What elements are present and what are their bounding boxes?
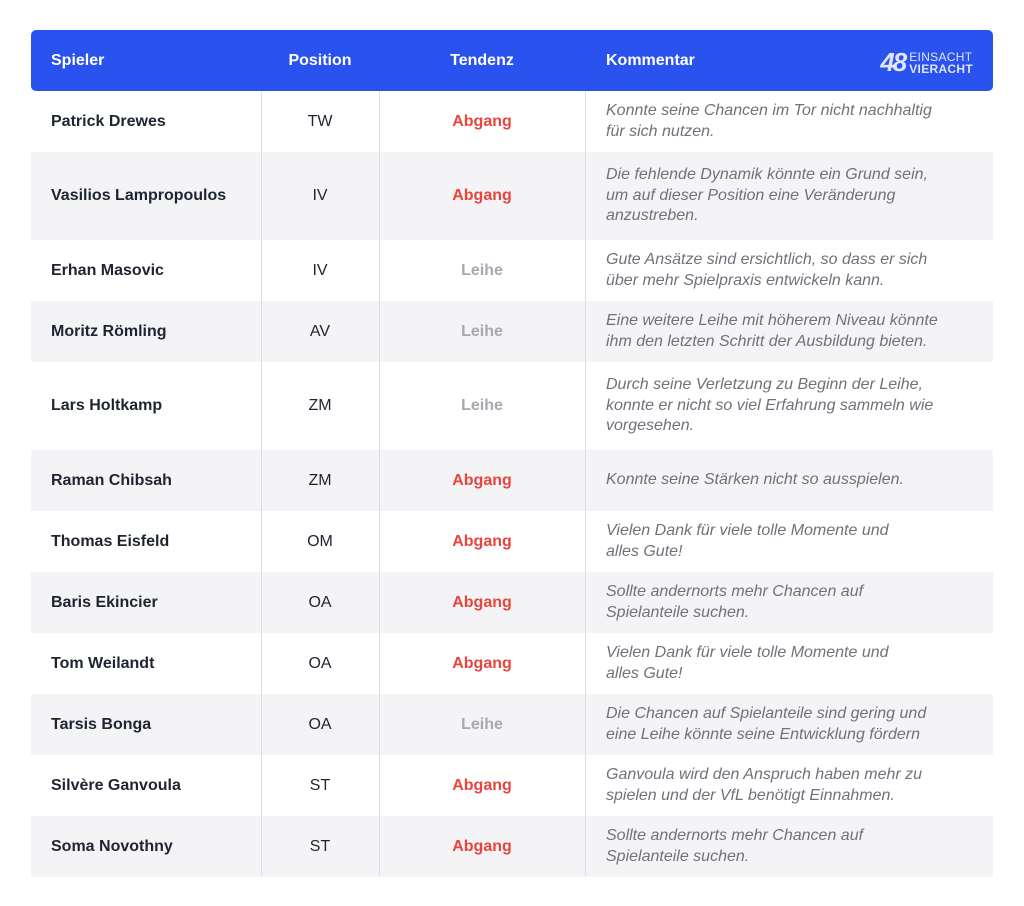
player-tendency: Abgang: [452, 112, 512, 130]
comment-line: ihm den letzten Schritt der Ausbildung bieten.: [606, 332, 928, 350]
player-tendency: Abgang: [452, 532, 512, 550]
player-position: AV: [309, 322, 331, 340]
player-position: OA: [308, 715, 332, 733]
table-row: [31, 633, 993, 694]
player-position: TW: [307, 112, 333, 130]
comment-line: konnte er nicht so viel Erfahrung sammeln wie: [606, 396, 934, 414]
player-position: ST: [309, 776, 331, 794]
brand-logo: [880, 47, 973, 78]
comment-line: vorgesehen.: [606, 417, 695, 435]
header-position: Position: [288, 51, 352, 69]
player-position: ST: [309, 837, 331, 855]
table-row: [31, 301, 993, 362]
comment-line: Sollte andernorts mehr Chancen auf: [606, 827, 864, 844]
player-comment: [585, 101, 993, 142]
player-comment: [585, 165, 993, 227]
table-row: [31, 816, 993, 877]
player-name: Tom Weilandt: [51, 654, 155, 672]
table-row: [31, 91, 993, 152]
player-comment: [585, 311, 993, 352]
comment-line: um auf dieser Position eine Veränderung: [606, 186, 896, 204]
table-row: [31, 152, 993, 240]
table-row: [31, 572, 993, 633]
player-name: Thomas Eisfeld: [51, 532, 170, 550]
comment-line: Konnte seine Chancen im Tor nicht nachhaltig: [606, 102, 932, 119]
player-position: IV: [312, 261, 328, 279]
column-divider: [261, 91, 262, 876]
player-comment: [585, 470, 993, 491]
comment-line: Gute Ansätze sind ersichtlich, so dass er sich: [606, 251, 928, 268]
table-row: [31, 511, 993, 572]
comment-line: Die Chancen auf Spielanteile sind gering und: [606, 705, 927, 722]
table-row: [31, 694, 993, 755]
table-body: [31, 91, 993, 877]
player-position: OA: [308, 593, 332, 611]
header-player: Spieler: [51, 51, 105, 69]
player-tendency: Leihe: [461, 397, 503, 414]
header-tendency: Tendenz: [450, 51, 514, 69]
player-tendency: Leihe: [461, 715, 503, 733]
logo-number: 48: [880, 47, 906, 77]
comment-line: Sollte andernorts mehr Chancen auf: [606, 583, 864, 600]
player-tendency: Abgang: [452, 837, 512, 855]
player-tendency: Abgang: [452, 776, 512, 794]
player-name: Raman Chibsah: [51, 471, 172, 489]
player-name: Lars Holtkamp: [51, 397, 163, 414]
logo-line1: EINSACHT: [909, 49, 973, 64]
table-row: [31, 240, 993, 301]
column-divider: [379, 91, 380, 876]
player-name: Patrick Drewes: [51, 112, 166, 130]
comment-line: Die fehlende Dynamik könnte ein Grund sein,: [606, 166, 928, 184]
player-position: ZM: [308, 397, 332, 414]
comment-line: Spielanteile suchen.: [606, 847, 750, 865]
comment-line: spielen und der VfL benötigt Einnahmen.: [606, 786, 895, 804]
player-name: Tarsis Bonga: [51, 715, 152, 733]
player-tendency: Leihe: [461, 261, 503, 279]
player-comment: [585, 521, 993, 562]
player-name: Silvère Ganvoula: [51, 776, 181, 794]
comment-line: für sich nutzen.: [606, 122, 715, 140]
header-comment: Kommentar: [606, 51, 695, 69]
comment-line: alles Gute!: [606, 664, 683, 682]
player-comment: [585, 826, 993, 867]
player-tendency: Abgang: [452, 187, 512, 204]
player-tendency: Abgang: [452, 593, 512, 611]
player-comment: [585, 765, 993, 806]
comment-line: Konnte seine Stärken nicht so ausspielen.: [606, 471, 904, 489]
player-comment: [585, 375, 993, 437]
comment-line: über mehr Spielpraxis entwickeln kann.: [606, 271, 885, 289]
player-position: IV: [312, 187, 328, 204]
column-divider: [585, 91, 586, 876]
player-name: Soma Novothny: [51, 837, 173, 855]
comment-line: Eine weitere Leihe mit höherem Niveau könnte: [606, 312, 938, 329]
comment-line: alles Gute!: [606, 542, 683, 560]
player-tendency: Abgang: [452, 471, 512, 489]
comment-line: anzustreben.: [606, 207, 699, 225]
comment-line: Durch seine Verletzung zu Beginn der Leihe,: [606, 376, 923, 394]
logo-line2: VIERACHT: [909, 61, 973, 76]
player-comment: [585, 250, 993, 291]
comment-line: Ganvoula wird den Anspruch haben mehr zu: [606, 766, 923, 783]
player-comment: [585, 582, 993, 623]
table-row: [31, 362, 993, 450]
player-name: Moritz Römling: [51, 322, 167, 340]
player-position: OM: [307, 532, 333, 550]
player-name: Vasilios Lampropoulos: [51, 187, 227, 204]
player-comment: [585, 643, 993, 684]
table-header: [31, 30, 993, 91]
player-position: ZM: [308, 471, 332, 489]
player-table: [31, 30, 993, 877]
player-name: Erhan Masovic: [51, 261, 164, 279]
player-position: OA: [308, 654, 332, 672]
table-row: [31, 450, 993, 511]
table-row: [31, 755, 993, 816]
comment-line: Spielanteile suchen.: [606, 603, 750, 621]
player-name: Baris Ekincier: [51, 593, 158, 611]
player-comment: [585, 704, 993, 745]
comment-line: Vielen Dank für viele tolle Momente und: [606, 522, 889, 539]
comment-line: Vielen Dank für viele tolle Momente und: [606, 644, 889, 661]
player-tendency: Leihe: [461, 322, 503, 340]
player-tendency: Abgang: [452, 654, 512, 672]
comment-line: eine Leihe könnte seine Entwicklung fördern: [606, 725, 920, 743]
